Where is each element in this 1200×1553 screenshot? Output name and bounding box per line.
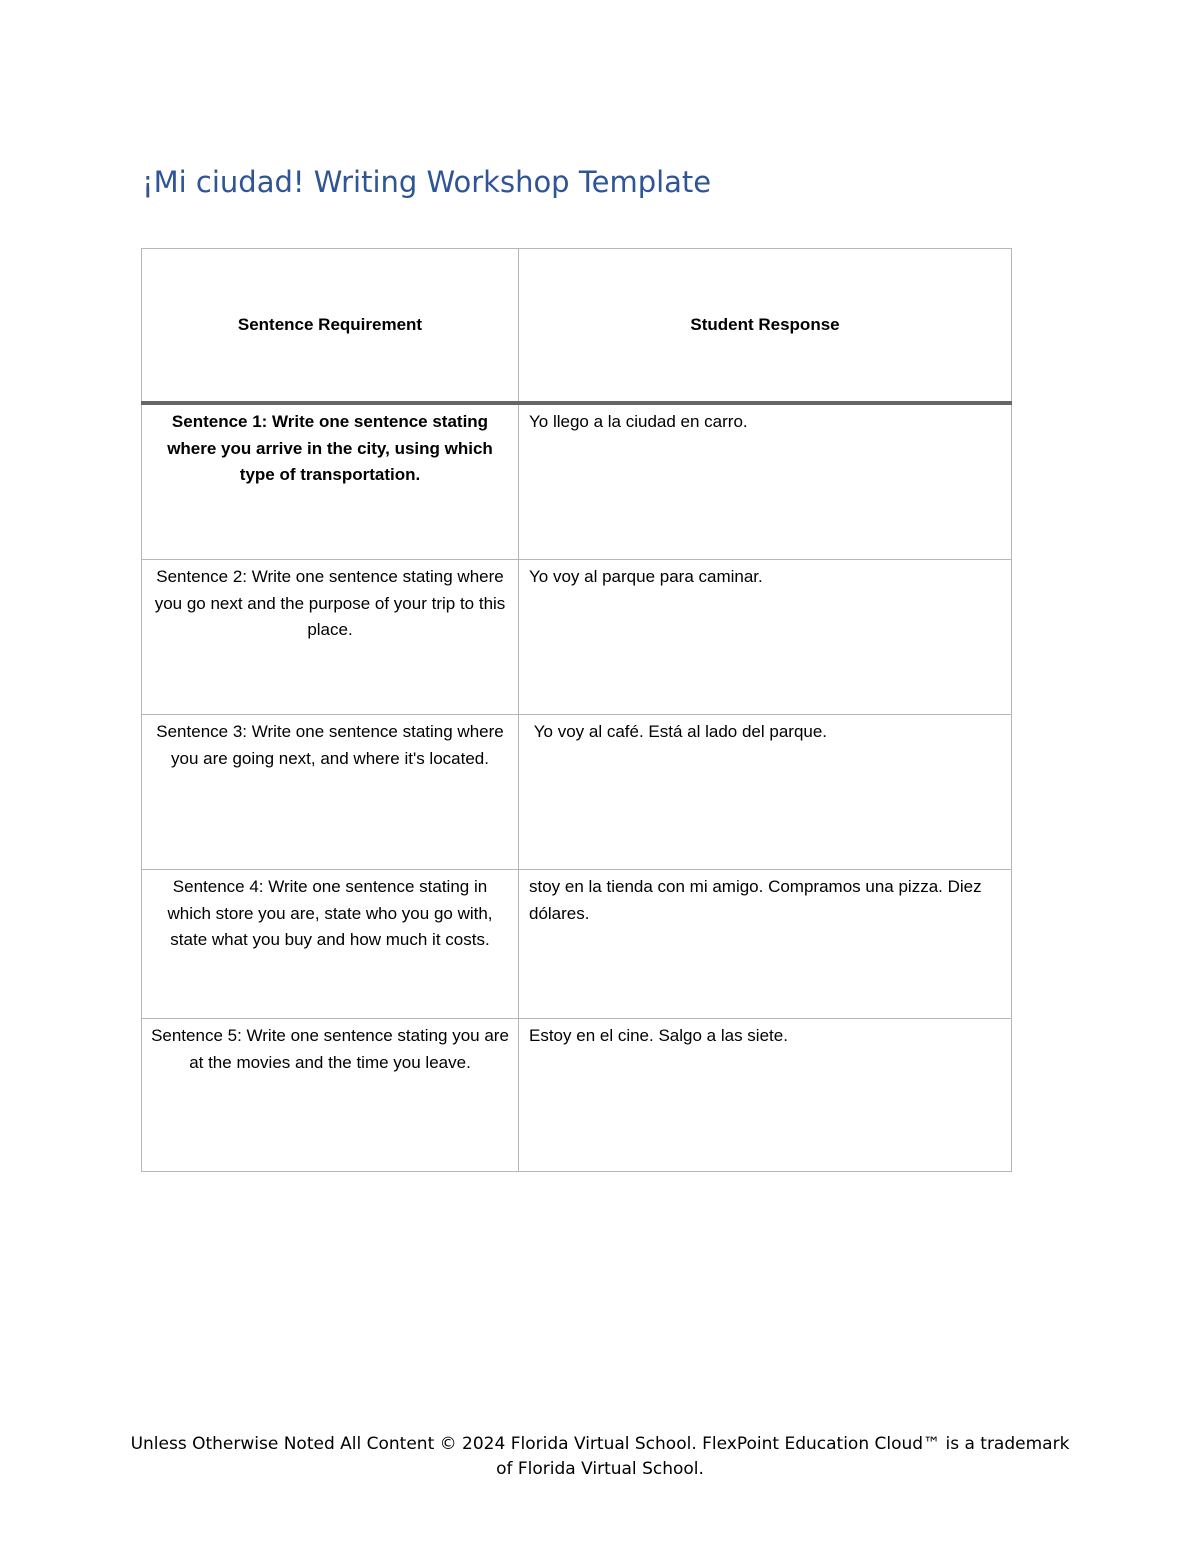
requirement-cell-3: Sentence 3: Write one sentence stating where you are going next, and where it's located. bbox=[142, 715, 519, 870]
table-row bbox=[142, 1019, 1012, 1172]
document-title: ¡Mi ciudad! Writing Workshop Template bbox=[142, 165, 712, 199]
requirement-cell-4: Sentence 4: Write one sentence stating in which store you are, state who you go with, state what you buy and how much it costs. bbox=[142, 870, 519, 1019]
table-row bbox=[142, 560, 1012, 715]
writing-workshop-table bbox=[141, 248, 1012, 1172]
copyright-footer: Unless Otherwise Noted All Content © 2024 Florida Virtual School. FlexPoint Education Cloud™ is a trademark of Florida Virtual School. bbox=[130, 1434, 1070, 1479]
header-sentence-requirement: Sentence Requirement bbox=[142, 249, 519, 404]
table-row bbox=[142, 403, 1012, 560]
response-cell-2[interactable]: Yo voy al parque para caminar. bbox=[519, 560, 1012, 715]
table-header-row bbox=[142, 249, 1012, 404]
response-cell-4[interactable]: stoy en la tienda con mi amigo. Compramos una pizza. Diez dólares. bbox=[519, 870, 1012, 1019]
requirement-cell-1: Sentence 1: Write one sentence stating where you arrive in the city, using which type of transportation. bbox=[142, 403, 519, 560]
table-row bbox=[142, 715, 1012, 870]
requirement-cell-2: Sentence 2: Write one sentence stating where you go next and the purpose of your trip to this place. bbox=[142, 560, 519, 715]
requirement-cell-5: Sentence 5: Write one sentence stating you are at the movies and the time you leave. bbox=[142, 1019, 519, 1172]
response-cell-5[interactable]: Estoy en el cine. Salgo a las siete. bbox=[519, 1019, 1012, 1172]
header-student-response: Student Response bbox=[519, 249, 1012, 404]
table-row bbox=[142, 870, 1012, 1019]
response-cell-1[interactable]: Yo llego a la ciudad en carro. bbox=[519, 403, 1012, 560]
response-cell-3[interactable]: Yo voy al café. Está al lado del parque. bbox=[519, 715, 1012, 870]
